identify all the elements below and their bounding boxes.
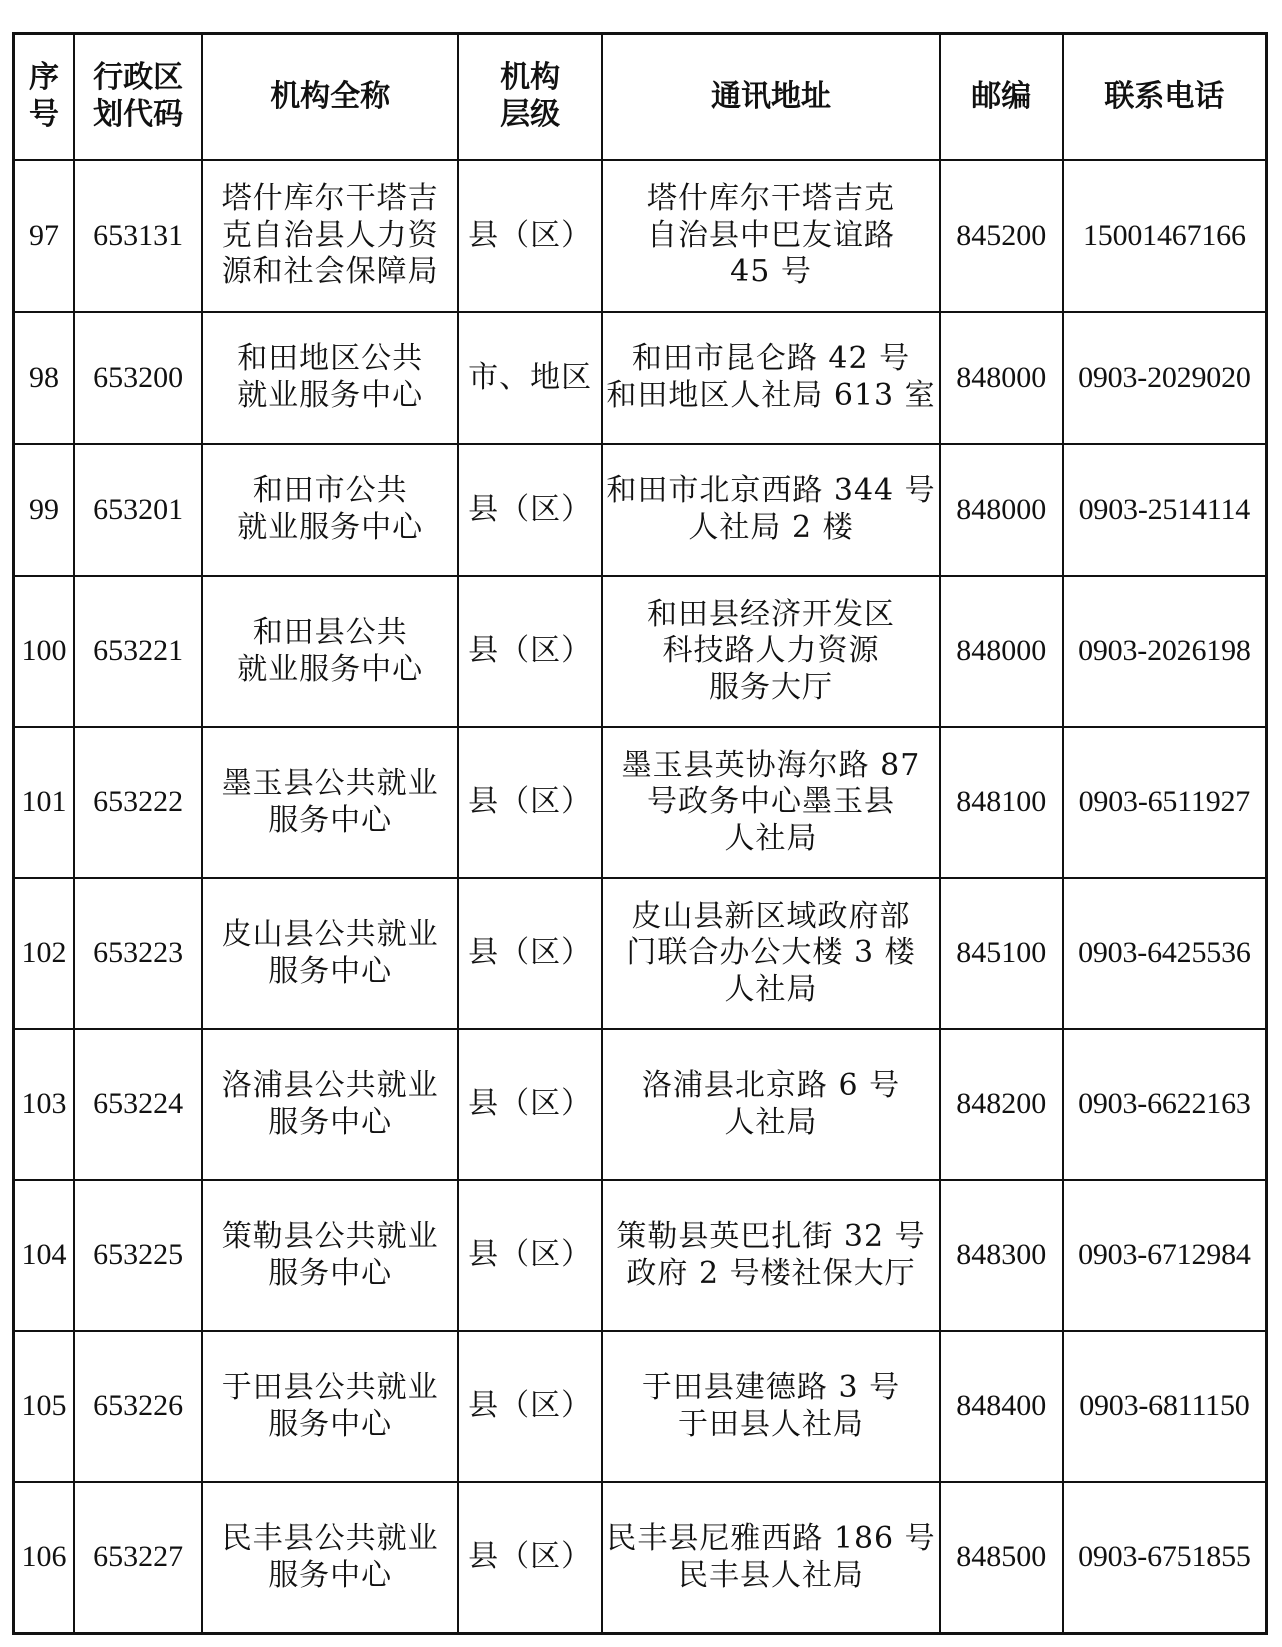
institution-name-cell-line: 就业服务中心 — [237, 651, 424, 687]
phone-cell: 0903-6425536 — [1063, 878, 1267, 1029]
address-cell-line: 策勒县英巴扎街 32 号 — [616, 1218, 926, 1254]
address-cell — [602, 312, 939, 444]
phone-cell: 0903-2029020 — [1063, 312, 1267, 444]
header-seq-line: 号 — [28, 97, 59, 132]
institution-name-cell-line: 服务中心 — [268, 802, 393, 838]
institution-name-cell — [202, 727, 458, 878]
table-row — [14, 1331, 1267, 1482]
admin-code-cell: 653200 — [74, 312, 202, 444]
admin-code-cell: 653201 — [74, 444, 202, 576]
institution-name-cell-line: 服务中心 — [268, 953, 393, 989]
phone-cell: 0903-6622163 — [1063, 1029, 1267, 1180]
institution-name-cell-line: 服务中心 — [268, 1104, 393, 1140]
address-cell — [602, 878, 939, 1029]
institution-name-cell-line: 就业服务中心 — [237, 510, 424, 545]
address-cell-line: 人社局 2 楼 — [688, 510, 854, 545]
admin-code-cell: 653224 — [74, 1029, 202, 1180]
institution-level-cell: 县（区） — [458, 878, 602, 1029]
institution-name-cell — [202, 576, 458, 727]
header-phone: 联系电话 — [1063, 34, 1267, 161]
phone-cell: 0903-6811150 — [1063, 1331, 1267, 1482]
seq-cell: 105 — [14, 1331, 74, 1482]
address-cell-line: 人社局 — [724, 1104, 818, 1140]
institution-name-cell-line: 和田县公共 — [252, 614, 408, 650]
seq-cell: 97 — [14, 160, 74, 312]
institution-name-cell — [202, 1180, 458, 1331]
address-cell-line: 于田县人社局 — [678, 1406, 864, 1442]
postcode-cell: 845200 — [940, 160, 1063, 312]
employment-service-directory-table — [12, 32, 1268, 1635]
address-cell-line: 号政务中心墨玉县 — [647, 784, 895, 820]
address-cell — [602, 160, 939, 312]
address-cell-line: 自治县中巴友谊路 — [647, 217, 895, 253]
seq-cell: 100 — [14, 576, 74, 727]
institution-name-cell — [202, 444, 458, 576]
institution-name-cell-line: 服务中心 — [268, 1557, 393, 1593]
postcode-cell: 848300 — [940, 1180, 1063, 1331]
table-row — [14, 160, 1267, 312]
table-row — [14, 1482, 1267, 1634]
phone-cell: 0903-6511927 — [1063, 727, 1267, 878]
address-cell-line: 人社局 — [724, 820, 818, 856]
institution-name-cell-line: 就业服务中心 — [237, 378, 424, 413]
header-institution-name: 机构全称 — [202, 34, 458, 161]
postcode-cell: 845100 — [940, 878, 1063, 1029]
institution-name-cell-line: 克自治县人力资 — [221, 217, 439, 253]
institution-name-cell-line: 和田地区公共 — [237, 341, 424, 377]
header-level-line: 层级 — [500, 97, 561, 132]
institution-level-cell: 县（区） — [458, 444, 602, 576]
table-row — [14, 312, 1267, 444]
address-cell-line: 科技路人力资源 — [662, 633, 880, 669]
address-cell-line: 和田地区人社局 613 室 — [606, 378, 936, 413]
table-body — [14, 160, 1267, 1634]
institution-name-cell-line: 洛浦县公共就业 — [221, 1067, 439, 1103]
phone-cell: 0903-2514114 — [1063, 444, 1267, 576]
address-cell — [602, 1482, 939, 1634]
seq-cell: 98 — [14, 312, 74, 444]
seq-cell: 104 — [14, 1180, 74, 1331]
header-seq-line: 序 — [28, 60, 59, 96]
admin-code-cell: 653221 — [74, 576, 202, 727]
institution-name-cell-line: 民丰县公共就业 — [221, 1520, 439, 1556]
postcode-cell: 848000 — [940, 312, 1063, 444]
institution-name-cell — [202, 160, 458, 312]
institution-name-cell-line: 和田市公共 — [252, 473, 408, 509]
header-level-line: 机构 — [500, 60, 561, 96]
address-cell — [602, 576, 939, 727]
address-cell-line: 45 号 — [730, 254, 812, 290]
postcode-cell: 848000 — [940, 444, 1063, 576]
institution-name-cell-line: 策勒县公共就业 — [221, 1218, 439, 1254]
table-row — [14, 878, 1267, 1029]
table-row — [14, 727, 1267, 878]
institution-level-cell: 县（区） — [458, 1029, 602, 1180]
table-row — [14, 1180, 1267, 1331]
header-seq — [14, 34, 74, 161]
header-institution-level — [458, 34, 602, 161]
address-cell-line: 皮山县新区域政府部 — [631, 898, 911, 934]
phone-cell: 0903-6712984 — [1063, 1180, 1267, 1331]
institution-name-cell — [202, 878, 458, 1029]
admin-code-cell: 653223 — [74, 878, 202, 1029]
phone-cell: 0903-2026198 — [1063, 576, 1267, 727]
institution-name-cell-line: 墨玉县公共就业 — [221, 765, 439, 801]
address-cell-line: 墨玉县英协海尔路 87 — [621, 747, 921, 783]
header-address: 通讯地址 — [602, 34, 939, 161]
phone-cell: 15001467166 — [1063, 160, 1267, 312]
address-cell — [602, 1029, 939, 1180]
postcode-cell: 848100 — [940, 727, 1063, 878]
address-cell — [602, 1180, 939, 1331]
address-cell — [602, 727, 939, 878]
institution-name-cell-line: 服务中心 — [268, 1406, 393, 1442]
table-row — [14, 444, 1267, 576]
seq-cell: 99 — [14, 444, 74, 576]
address-cell-line: 门联合办公大楼 3 楼 — [626, 935, 916, 971]
seq-cell: 106 — [14, 1482, 74, 1634]
institution-name-cell — [202, 312, 458, 444]
postcode-cell: 848400 — [940, 1331, 1063, 1482]
header-row — [14, 34, 1267, 161]
institution-level-cell: 县（区） — [458, 576, 602, 727]
address-cell-line: 人社局 — [724, 971, 818, 1007]
phone-cell: 0903-6751855 — [1063, 1482, 1267, 1634]
institution-name-cell-line: 皮山县公共就业 — [221, 916, 439, 952]
address-cell-line: 和田县经济开发区 — [647, 596, 895, 632]
seq-cell: 101 — [14, 727, 74, 878]
admin-code-cell: 653225 — [74, 1180, 202, 1331]
admin-code-cell: 653222 — [74, 727, 202, 878]
institution-name-cell-line: 源和社会保障局 — [221, 254, 439, 290]
address-cell-line: 洛浦县北京路 6 号 — [641, 1067, 901, 1103]
address-cell-line: 和田市昆仑路 42 号 — [631, 341, 911, 377]
institution-level-cell: 市、地区 — [458, 312, 602, 444]
seq-cell: 102 — [14, 878, 74, 1029]
institution-level-cell: 县（区） — [458, 1180, 602, 1331]
table-row — [14, 1029, 1267, 1180]
address-cell-line: 民丰县尼雅西路 186 号 — [606, 1520, 936, 1556]
address-cell-line: 政府 2 号楼社保大厅 — [626, 1255, 916, 1291]
institution-name-cell — [202, 1331, 458, 1482]
institution-name-cell-line: 于田县公共就业 — [221, 1369, 439, 1405]
address-cell — [602, 1331, 939, 1482]
header-code-line: 行政区 — [93, 60, 184, 96]
seq-cell: 103 — [14, 1029, 74, 1180]
postcode-cell: 848500 — [940, 1482, 1063, 1634]
address-cell-line: 服务大厅 — [709, 669, 833, 705]
institution-level-cell: 县（区） — [458, 160, 602, 312]
address-cell-line: 民丰县人社局 — [678, 1557, 864, 1593]
admin-code-cell: 653131 — [74, 160, 202, 312]
institution-level-cell: 县（区） — [458, 1482, 602, 1634]
header-admin-code — [74, 34, 202, 161]
institution-level-cell: 县（区） — [458, 727, 602, 878]
address-cell-line: 塔什库尔干塔吉克 — [647, 181, 895, 217]
header-postcode: 邮编 — [940, 34, 1063, 161]
institution-name-cell — [202, 1482, 458, 1634]
institution-name-cell-line: 塔什库尔干塔吉 — [221, 181, 439, 217]
address-cell-line: 于田县建德路 3 号 — [641, 1369, 901, 1405]
header-code-line: 划代码 — [93, 97, 184, 132]
institution-name-cell — [202, 1029, 458, 1180]
address-cell — [602, 444, 939, 576]
table-row — [14, 576, 1267, 727]
postcode-cell: 848000 — [940, 576, 1063, 727]
institution-name-cell-line: 服务中心 — [268, 1255, 393, 1291]
admin-code-cell: 653226 — [74, 1331, 202, 1482]
postcode-cell: 848200 — [940, 1029, 1063, 1180]
institution-level-cell: 县（区） — [458, 1331, 602, 1482]
admin-code-cell: 653227 — [74, 1482, 202, 1634]
address-cell-line: 和田市北京西路 344 号 — [606, 473, 936, 509]
